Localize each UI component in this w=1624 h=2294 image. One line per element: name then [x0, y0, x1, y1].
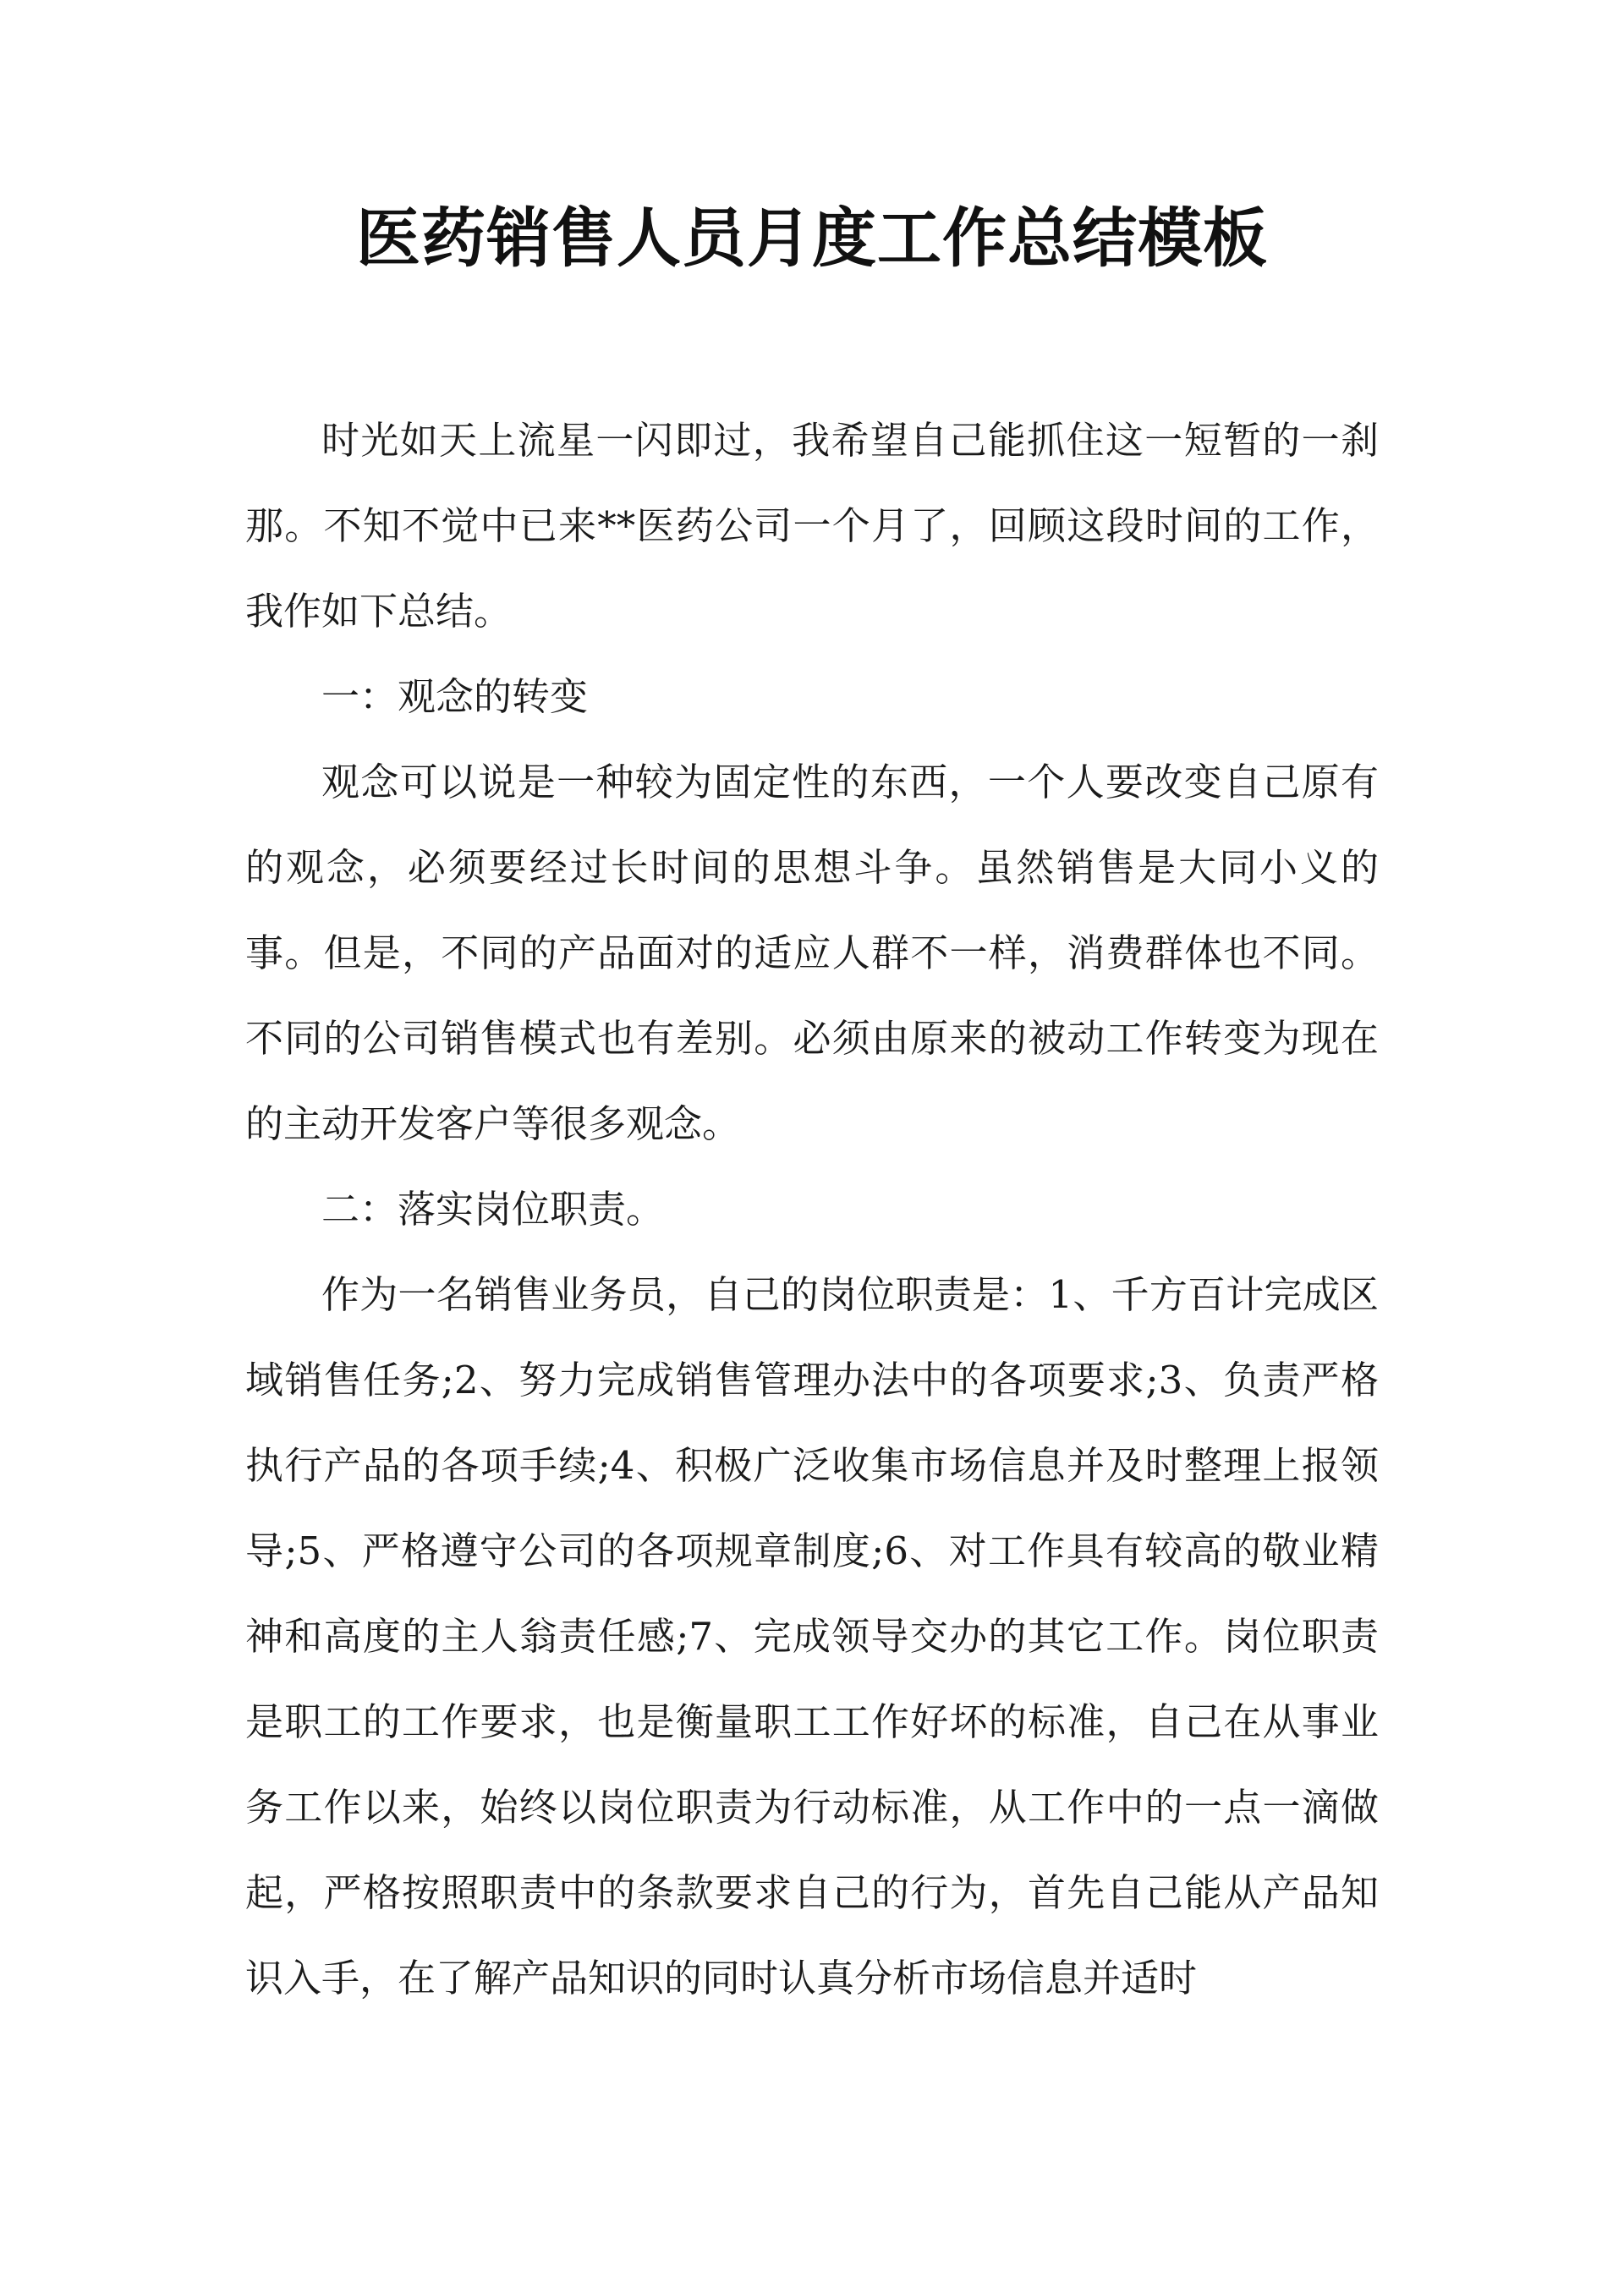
section-heading-2: 二：落实岗位职责。 — [321, 1187, 665, 1232]
document-title: 医药销售人员月度工作总结模板 — [356, 200, 1268, 276]
paragraph-concept-change: 观念可以说是一种较为固定性的东西，一个人要改变自己原有的观念，必须要经过长时间的思想斗争。虽然销售是大同小义的事。但是，不同的产品面对的适应人群不一样，消费群体也不同。不同的公司销售模式也有差别。必须由原来的被动工作转变为现在的主动开发客户等很多观念。 — [245, 760, 1379, 1146]
paragraph-intro: 时光如天上流星一闪即过，我希望自己能抓住这一短暂的一刹那。不知不觉中已来**医药公司一个月了，回顾这段时间的工作，我作如下总结。 — [245, 418, 1379, 634]
document-body — [245, 398, 1379, 2021]
section-heading-1: 一：观念的转变 — [321, 674, 589, 719]
paragraph-job-duties: 作为一名销售业务员，自己的岗位职责是：1、千方百计完成区域销售任务;2、努力完成销售管理办法中的各项要求;3、负责严格执行产品的各项手续;4、积极广泛收集市场信息并及时整理上报领导;5、严格遵守公司的各项规章制度;6、对工作具有较高的敬业精神和高度的主人翁责任感;7、完成领导交办的其它工作。岗位职责是职工的工作要求，也是衡量职工工作好坏的标准，自己在从事业务工作以来，始终以岗位职责为行动标准，从工作中的一点一滴做起，严格按照职责中的条款要求自己的行为，首先自己能从产品知识入手，在了解产品知识的同时认真分析市场信息并适时 — [245, 1272, 1379, 2000]
